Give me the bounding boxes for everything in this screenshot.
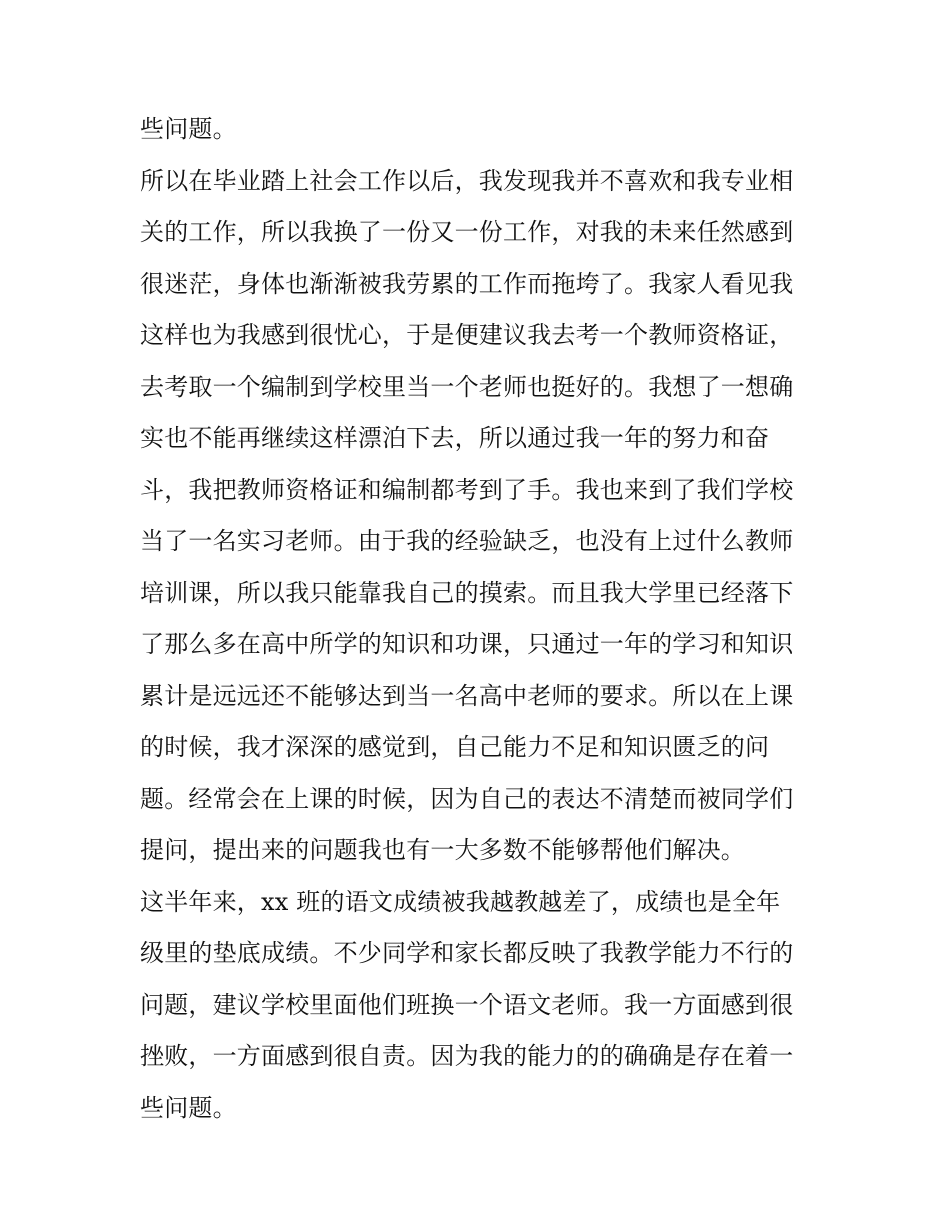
text-line: 挫败，一方面感到很自责。因为我的能力的的确确是存在着一 <box>140 1042 794 1070</box>
text-line: 斗，我把教师资格证和编制都考到了手。我也来到了我们学校 <box>140 475 794 504</box>
text-line: 所以在毕业踏上社会工作以后，我发现我并不喜欢和我专业相 <box>140 166 794 195</box>
text-line: 去考取一个编制到学校里当一个老师也挺好的。我想了一想确 <box>140 372 794 401</box>
text-line: 累计是远远还不能够达到当一名高中老师的要求。所以在上课 <box>140 681 794 710</box>
text-line: 实也不能再继续这样漂泊下去，所以通过我一年的努力和奋 <box>140 424 770 452</box>
text-line: 了那么多在高中所学的知识和功课，只通过一年的学习和知识 <box>140 630 794 658</box>
text-line: 题。经常会在上课的时候，因为自己的表达不清楚而被同学们 <box>140 784 794 813</box>
text-line: 很迷茫，身体也渐渐被我劳累的工作而拖垮了。我家人看见我 <box>140 269 794 298</box>
text-line: 些问题。 <box>140 1093 237 1122</box>
text-line: 级里的垫底成绩。不少同学和家长都反映了我教学能力不行的 <box>140 939 794 967</box>
text-line: 这半年来，xx 班的语文成绩被我越教越差了，成绩也是全年 <box>140 887 781 916</box>
text-line: 提问，提出来的问题我也有一大多数不能够帮他们解决。 <box>140 836 745 864</box>
body-text <box>140 104 820 1134</box>
text-line: 培训课，所以我只能靠我自己的摸索。而且我大学里已经落下 <box>140 578 794 607</box>
text-line: 当了一名实习老师。由于我的经验缺乏，也没有上过什么教师 <box>140 527 794 555</box>
text-line: 的时候，我才深深的感觉到，自己能力不足和知识匮乏的问 <box>140 733 770 761</box>
text-line: 问题，建议学校里面他们班换一个语文老师。我一方面感到很 <box>140 990 794 1019</box>
text-line: 这样也为我感到很忧心，于是便建议我去考一个教师资格证， <box>140 321 794 349</box>
text-line: 些问题。 <box>140 115 237 143</box>
text-line: 关的工作，所以我换了一份又一份工作，对我的未来任然感到 <box>140 218 794 246</box>
